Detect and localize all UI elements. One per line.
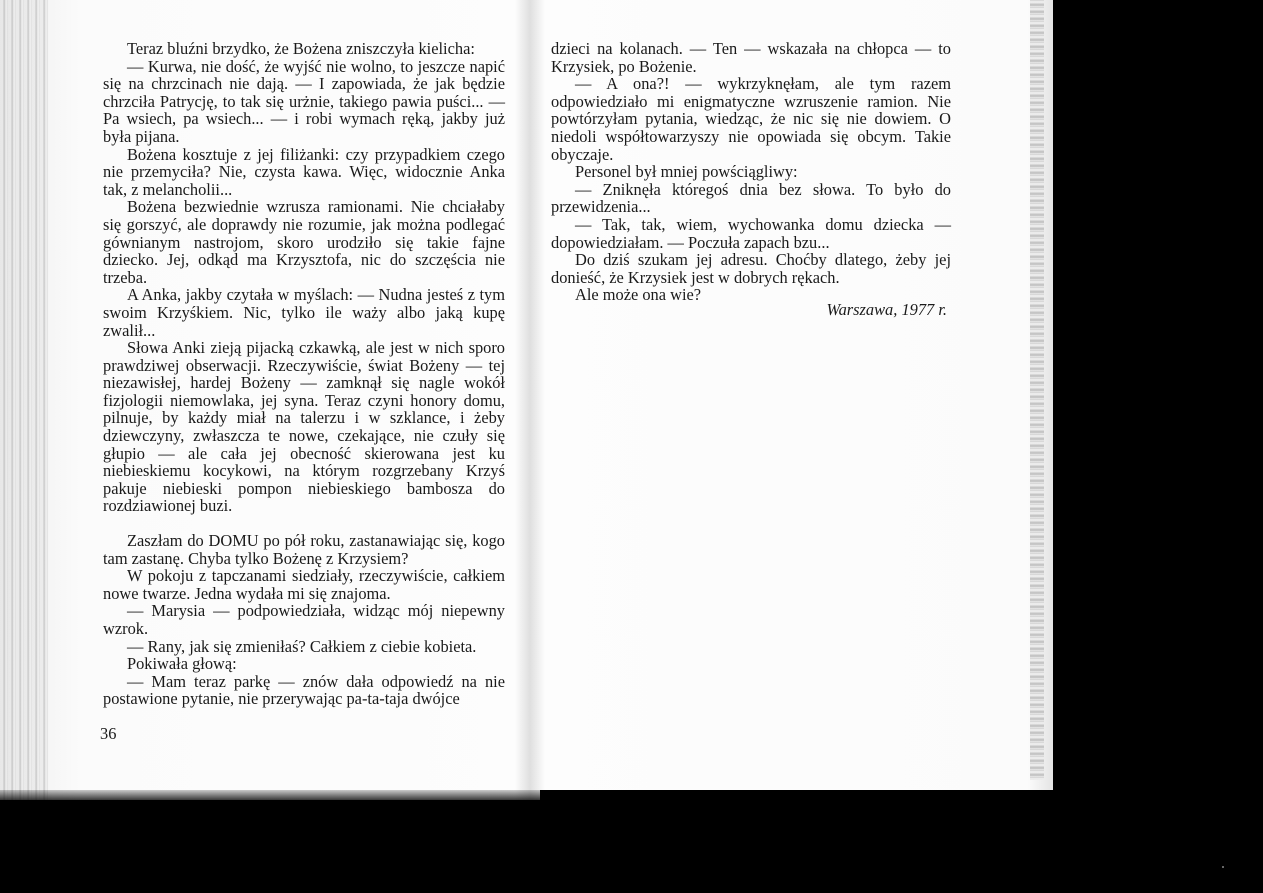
paragraph: — Kurwa, nie dość, że wyjść nie wolno, to jeszcze napić się na chrzcinach nie dają. — I zapowiada, że jak będzie chrzciła Patrycję, to tak się urżnie, takiego pawia puści... — Pa wsiech, pa wsiech... — i robi wymach ręką, jakby już była pijana.: [103, 56, 505, 146]
dateline: Warszawa, 1977 r.: [826, 300, 947, 319]
paragraph: Zaszłam do DOMU po pół roku, zastanawiając się, kogo tam zastanę. Chyba tylko Bożenę z Krzysiem?: [103, 531, 505, 568]
page-number: 36: [100, 724, 117, 743]
paragraph: A Anka, jakby czytała w myślach: — Nudna jesteś z tym swoim Krzyśkiem. Nic, tylko ile waży albo jaką kupę zwalił...: [103, 285, 505, 340]
right-text-column: [551, 40, 951, 304]
dust-speck: [1222, 866, 1224, 868]
left-text-column: [103, 40, 505, 708]
paragraph: Pokiwała głową:: [127, 654, 237, 674]
paragraph: — A ona?! — wykrzyknęłam, ale tym razem odpowiedziało mi enigmatyczne wzruszenie ramion. Nie powtórzyłam pytania, wiedząc, że nic się nie dowiem. O niedoli współtowarzyszy nie opowiada się obcym. Takie obyczaje.: [551, 74, 951, 164]
page-bottom-shadow: [0, 790, 540, 804]
right-page-edges: [1030, 0, 1044, 780]
paragraph: W pokoju z tapczanami siedziały, rzeczywiście, całkiem nowe twarze. Jedna wydała mi się znajoma.: [103, 566, 505, 603]
paragraph: Słowa Anki zieją pijacką czkawką, ale jest w nich sporo prawdziwej obserwacji. Rzeczywiście, świat Bożeny — tej niezawisłej, hardej Bożeny — zamknął się nagle wokół fizjologii niemowlaka, jej syna. Teraz czyni honory domu, pilnuje, by każdy miał na talerzu i w szklance, i żeby dziewczyny, zwłaszcza te nowe, czekające, nie czuły się głupio — ale cała jej obecność skierowana jest ku niebieskiemu kocykowi, na którym rozgrzebany Krzyś pakuje niebieski pompon niebieskiego bambosza do rozdziawionej buzi.: [103, 338, 505, 516]
paragraph: Teraz bluźni brzydko, że Bożena zniszczyła kielicha:: [127, 39, 475, 58]
paragraph: dzieci na kolanach. — Ten — wskazała na chłopca — to Krzysiek, po Bożenie.: [551, 39, 951, 76]
paragraph: Ale może ona wie?: [575, 285, 702, 305]
paragraph: — Tak, tak, wiem, wychowanka domu dziecka — dopowiedziałam. — Poczuła zapach bzu...: [551, 214, 951, 252]
book-gutter: [515, 0, 545, 800]
paragraph: Bożena bezwiednie wzrusza ramionami. Nie chciałaby się gorszyć, ale doprawdy nie rozumie, jak można podlegać gównianym nastrojom, skoro urodziło się takie fajne dziecko. Jej, odkąd ma Krzysztofa, nic do szczęścia nie trzeba.: [103, 197, 505, 287]
paragraph: — Marysia — podpowiedziała, widząc mój niepewny wzrok.: [103, 601, 505, 638]
paragraph: Personel był mniej powściągliwy:: [575, 162, 798, 182]
paragraph: — Rany, jak się zmieniłaś? Całkiem z ciebie kobieta.: [127, 636, 477, 656]
paragraph: Do dziś szukam jej adresu. Choćby dlatego, żeby jej donieść, że Krzysiek jest w dobrych rękach.: [551, 250, 951, 287]
left-page-edges: [0, 0, 48, 800]
paragraph: — Zniknęła któregoś dnia bez słowa. To było do przewidzenia...: [551, 179, 951, 217]
paragraph: Bożena kosztuje z jej filiżanki: czy przypadkiem czego nie przemyciła? Nie, czysta kawa. Więc, widocznie Anka tak, z melancholii...: [103, 144, 505, 199]
paragraph: — Mam teraz parkę — znów dała odpowiedź na nie postawione pytanie, nie przerywając pa-ta-taja dwójce: [103, 671, 505, 709]
